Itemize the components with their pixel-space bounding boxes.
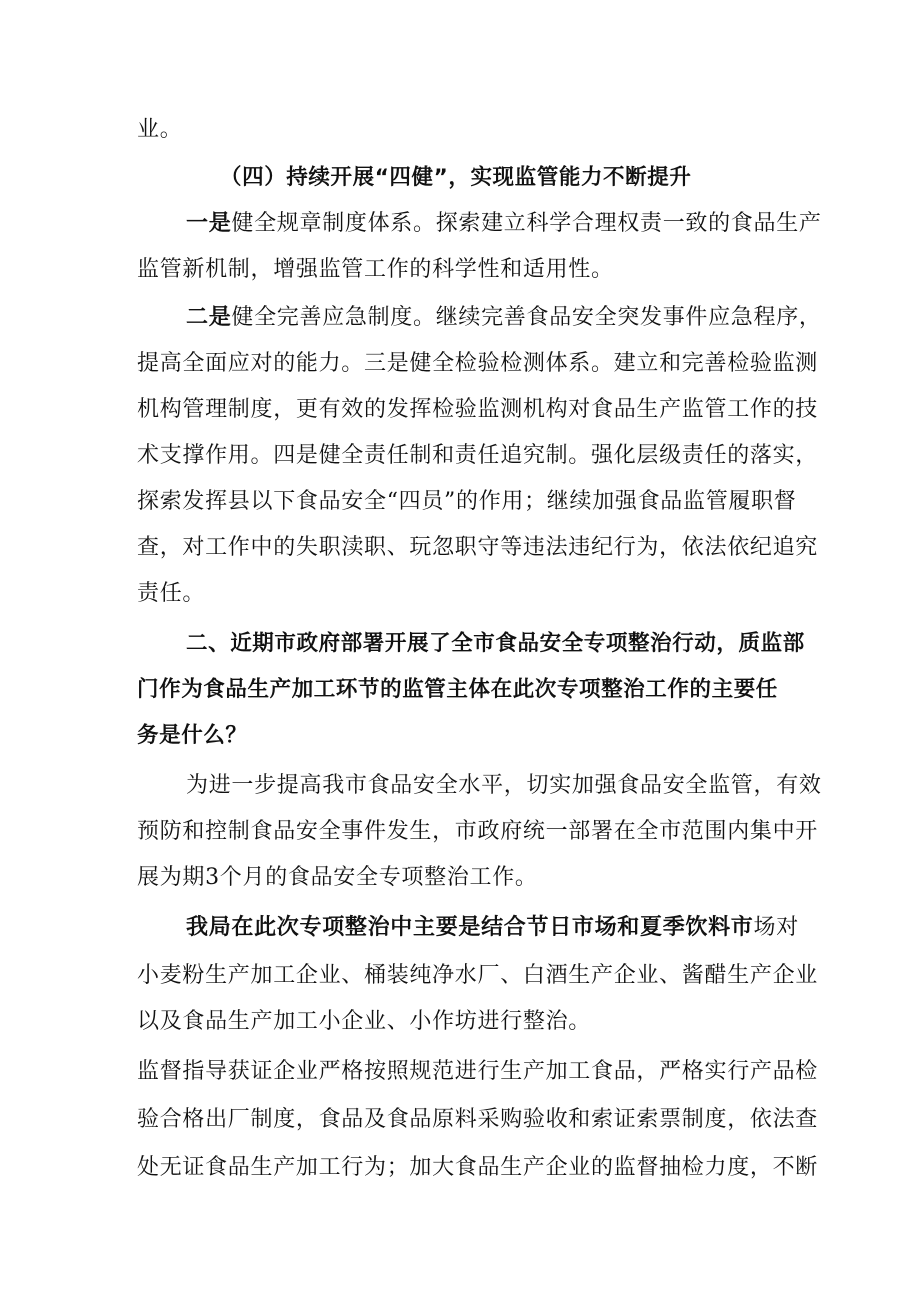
answer-line-1: 为进一步提高我市食品安全水平，切实加强食品安全监管，有效 bbox=[186, 773, 822, 798]
answer-line-2: 预防和控制食品安全事件发生，市政府统一部署在全市范围内集中开 bbox=[137, 819, 819, 844]
paragraph-line-second-item: 二是健全完善应急制度。继续完善食品安全突发事件应急程序， bbox=[186, 305, 822, 330]
lead-first: 一是 bbox=[186, 211, 232, 236]
answer-line-7: 监督指导获证企业严格按照规范进行生产加工食品，严格实行产品检 bbox=[137, 1059, 819, 1084]
text-line-11: 责任。 bbox=[137, 581, 206, 606]
question-heading-line-2: 门作为食品生产加工环节的监管主体在此次专项整治工作的主要任 bbox=[137, 677, 778, 702]
paragraph-line-first-item: 一是健全规章制度体系。探索建立科学合理权责一致的食品生产 bbox=[186, 211, 822, 236]
answer-line-9: 处无证食品生产加工行为；加大食品生产企业的监督抽检力度，不断 bbox=[137, 1155, 819, 1180]
answer-line-5: 小麦粉生产加工企业、桶装纯净水厂、白酒生产企业、酱醋生产企业 bbox=[137, 963, 819, 988]
text-line-7: 机构管理制度，更有效的发挥检验监测机构对食品生产监管工作的技 bbox=[137, 397, 819, 422]
text-line-10: 查，对工作中的失职渎职、玩忽职守等违法违纪行为，依法依纪追究 bbox=[137, 535, 819, 560]
answer-line-8: 验合格出厂制度，食品及食品原料采购验收和索证索票制度，依法查 bbox=[137, 1107, 819, 1132]
text-line-6: 提高全面应对的能力。三是健全检验检测体系。建立和完善检验监测 bbox=[137, 351, 819, 376]
answer-line-4: 我局在此次专项整治中主要是结合节日市场和夏季饮料市场对 bbox=[186, 915, 799, 940]
question-heading-line-3: 务是什么？ bbox=[137, 723, 248, 748]
text-line-1: 业。 bbox=[137, 117, 183, 142]
text-line-4: 监管新机制，增强监管工作的科学性和适用性。 bbox=[137, 257, 614, 282]
question-heading-line-1: 二、近期市政府部署开展了全市食品安全专项整治行动，质监部 bbox=[186, 631, 805, 656]
section-heading-4: （四）持续开展“四健”，实现监管能力不断提升 bbox=[220, 165, 692, 190]
answer-line-6: 以及食品生产加工小企业、小作坊进行整治。 bbox=[137, 1009, 592, 1034]
text-line-8: 术支撑作用。四是健全责任制和责任追究制。强化层级责任的落实， bbox=[137, 443, 819, 468]
lead-second: 二是 bbox=[186, 305, 232, 330]
text-line-9: 探索发挥县以下食品安全“四员”的作用；继续加强食品监管履职督 bbox=[137, 489, 797, 514]
answer-line-3: 展为期3个月的食品安全专项整治工作。 bbox=[137, 865, 538, 890]
